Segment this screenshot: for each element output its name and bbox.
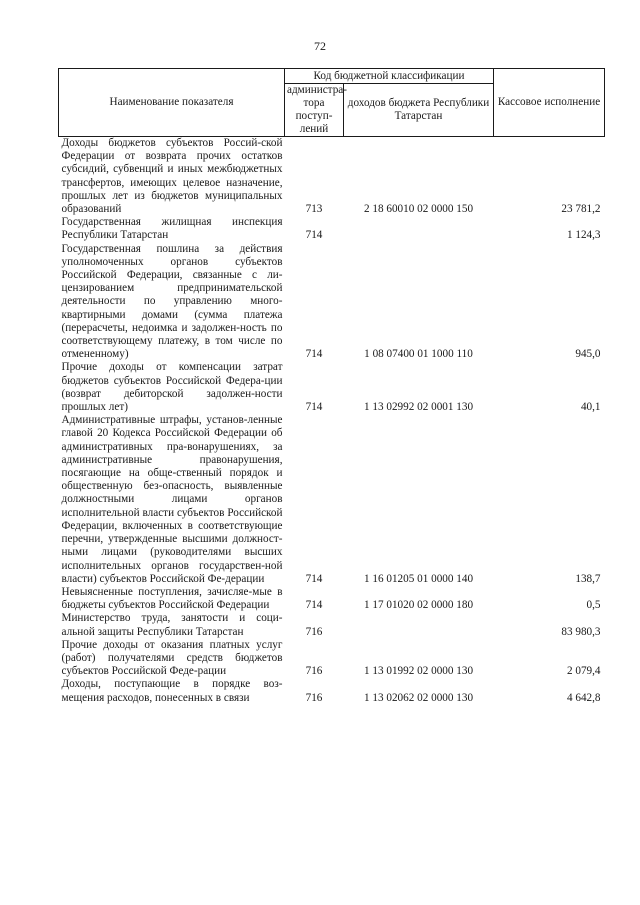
row-income-code: 2 18 60010 02 0000 150 (363, 203, 474, 216)
header-classification-code: Код бюджетной классификации (285, 69, 494, 84)
row-administrator-code: 716 (305, 625, 323, 638)
table-row (59, 639, 605, 679)
table-row (59, 361, 605, 414)
row-cash-amount: 945,0 (575, 348, 601, 361)
table-row (59, 586, 605, 612)
row-cash-amount: 1 124,3 (566, 229, 601, 242)
row-cash-amount: 40,1 (580, 401, 601, 414)
row-cash-amount: 83 980,3 (561, 625, 601, 638)
row-cash-amount: 0,5 (586, 599, 601, 612)
budget-table (58, 68, 605, 705)
table-row (59, 137, 605, 217)
row-administrator-code: 714 (305, 599, 323, 612)
table-header (59, 69, 605, 137)
row-income-code: 1 17 01020 02 0000 180 (363, 599, 474, 612)
table-row (59, 678, 605, 704)
row-income-code (344, 216, 494, 242)
row-administrator-code: 716 (305, 665, 323, 678)
row-cash-amount: 23 781,2 (561, 203, 601, 216)
header-indicator-name: Наименование показателя (59, 69, 285, 137)
row-cash-amount: 4 642,8 (566, 691, 601, 704)
table-row (59, 243, 605, 362)
row-indicator-name: Министерство труда, занятости и соци-альной защиты Республики Татарстан (61, 612, 283, 638)
row-income-code: 1 13 02062 02 0000 130 (363, 691, 474, 704)
row-indicator-name: Административные штрафы, установ-ленные главой 20 Кодекса Российской Федерации об административных пра-вонарушениях, за административные правонарушения, посягающие на обще-ственный порядок и общественную без-опасность, выявленные должностными лицами органов исполнительной власти субъектов Российской Федерации, включенных в соответствующие перечни, утвержденные высшими должност-ными лицами (руководителями высших исполнительных органов государствен-ной власти) субъектов Российской Фе-дерации (61, 414, 283, 585)
row-income-code: 1 13 02992 02 0001 130 (363, 401, 474, 414)
row-indicator-name: Государственная жилищная инспекция Республики Татарстан (61, 216, 283, 242)
table-row (59, 216, 605, 242)
table-body (59, 137, 605, 705)
row-cash-amount: 2 079,4 (566, 665, 601, 678)
row-indicator-name: Невыясненные поступления, зачисляе-мые в бюджеты субъектов Российской Федерации (61, 585, 283, 612)
row-income-code (344, 612, 494, 638)
row-indicator-name: Доходы, поступающие в порядке воз-мещения расходов, понесенных в связи (61, 678, 283, 704)
row-indicator-name: Прочие доходы от оказания платных услуг (работ) получателями средств бюджетов субъектов Российской Феде-рации (61, 638, 283, 678)
row-income-code: 1 08 07400 01 1000 110 (364, 348, 473, 361)
table-row (59, 414, 605, 586)
row-indicator-name: Доходы бюджетов субъектов Россий-ской Федерации от возврата прочих остатков субсидий, субвенций и иных межбюджетных трансфертов, имеющих целевое назначение, прошлых лет из бюджетов муниципальных образований (61, 137, 283, 216)
row-income-code: 1 13 01992 02 0000 130 (363, 665, 474, 678)
row-administrator-code: 714 (305, 401, 323, 414)
row-income-code: 1 16 01205 01 0000 140 (363, 572, 474, 585)
row-administrator-code: 714 (305, 572, 323, 585)
row-cash-amount: 138,7 (575, 572, 601, 585)
row-indicator-name: Прочие доходы от компенсации затрат бюджетов субъектов Российской Федера-ции (возврат дебиторской задолжен-ности прошлых лет) (61, 361, 283, 414)
header-administrator: администра-тора поступ-лений (285, 84, 344, 137)
page-number: 72 (314, 39, 326, 53)
row-indicator-name: Государственная пошлина за действия уполномоченных органов субъектов Российской Федерации, связанные с ли-цензированием предпринимательской деятельности по управлению много-квартирными домами (сумма платежа (перерасчеты, недоимка и задолжен-ность по соответствующему платежу, в том числе по отмененному) (61, 242, 283, 361)
row-administrator-code: 713 (305, 203, 323, 216)
table-row (59, 612, 605, 638)
row-administrator-code: 716 (305, 691, 323, 704)
header-cash-execution: Кассовое исполнение (494, 69, 605, 137)
row-administrator-code: 714 (305, 229, 323, 242)
row-administrator-code: 714 (305, 348, 323, 361)
header-income-code: доходов бюджета Республики Татарстан (344, 84, 494, 137)
